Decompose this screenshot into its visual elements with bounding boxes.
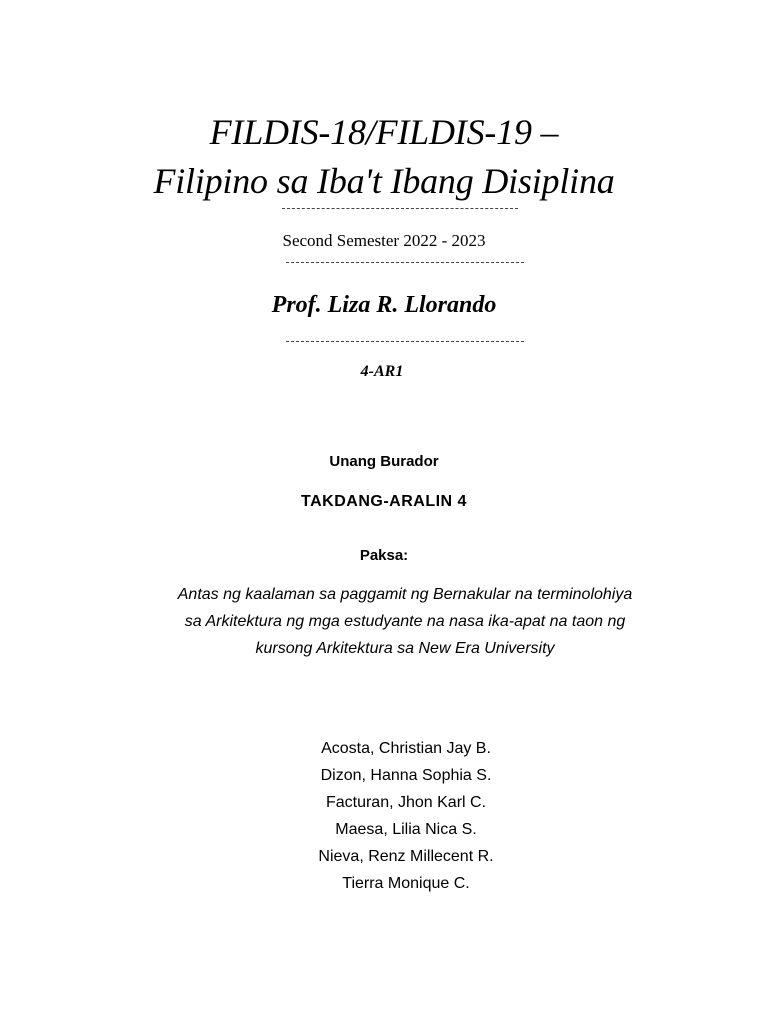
member-name: Tierra Monique C.: [342, 875, 470, 892]
member-name: Nieva, Renz Millecent R.: [318, 848, 494, 865]
draft-label: Unang Burador: [329, 453, 439, 470]
member-name: Facturan, Jhon Karl C.: [325, 794, 487, 811]
member-name: Acosta, Christian Jay B.: [321, 740, 491, 757]
assignment-title: TAKDANG-ARALIN 4: [301, 493, 467, 510]
section-label: 4-AR1: [360, 363, 404, 380]
member-list: [0, 735, 768, 897]
member-name: Dizon, Hanna Sophia S.: [320, 767, 492, 784]
divider-semester: [286, 262, 524, 263]
divider-professor: [286, 341, 524, 342]
topic-label: Paksa:: [359, 547, 409, 564]
semester-label: Second Semester 2022 - 2023: [282, 231, 486, 250]
member-name: Maesa, Lilia Nica S.: [335, 821, 477, 838]
course-code: FILDIS-18/FILDIS-19 –: [209, 112, 559, 152]
course-title: Filipino sa Iba't Ibang Disiplina: [153, 161, 615, 201]
divider-title: [282, 208, 518, 209]
topic-line: sa Arkitektura ng mga estudyante na nasa ika-apat na taon ng: [184, 613, 626, 630]
topic-text: [100, 581, 710, 662]
topic-line: kursong Arkitektura sa New Era University: [255, 640, 555, 657]
professor-name: Prof. Liza R. Llorando: [271, 292, 497, 318]
topic-line: Antas ng kaalaman sa paggamit ng Bernakular na terminolohiya: [177, 586, 633, 603]
